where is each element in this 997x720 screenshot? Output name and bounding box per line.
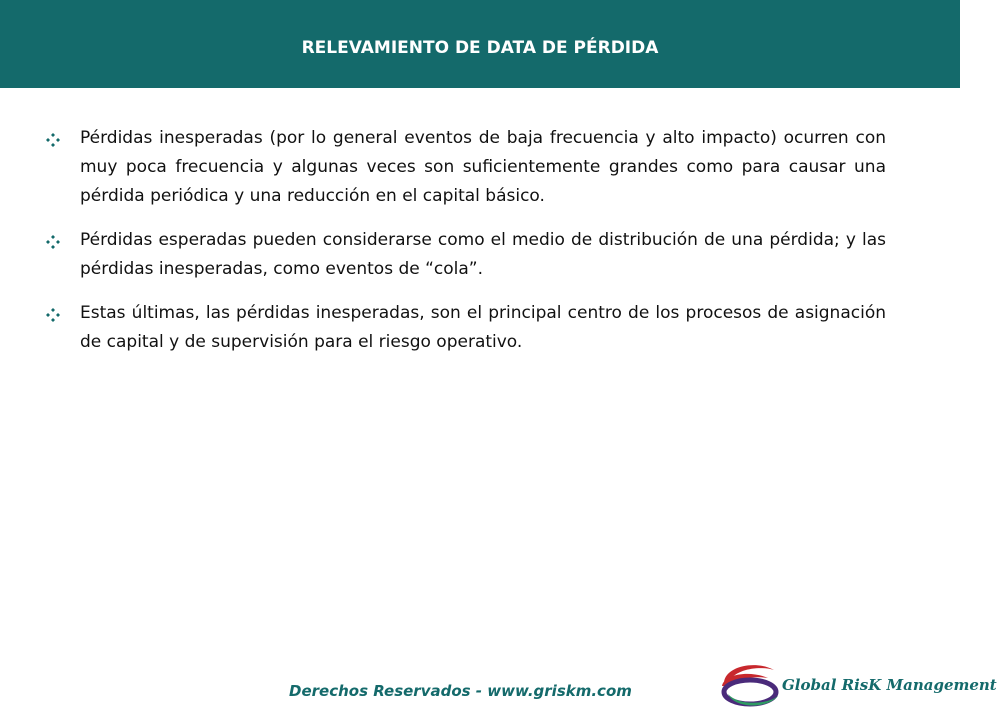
list-item	[46, 226, 886, 284]
company-logo	[712, 654, 997, 716]
bullet-list	[46, 124, 886, 357]
footer-copyright: Derechos Reservados - www.griskm.com	[289, 682, 632, 700]
bullet-text: Estas últimas, las pérdidas inesperadas, son el principal centro de los procesos de asignación de capital y de supervisión para el riesgo operativo.	[80, 303, 886, 352]
page-title: RELEVAMIENTO DE DATA DE PÉRDIDA	[301, 38, 659, 58]
diamond-bullet-icon	[46, 235, 60, 249]
bullet-text: Pérdidas inesperadas (por lo general eventos de baja frecuencia y alto impacto) ocurren con muy poca frecuencia y algunas veces son suficientemente grandes como para causar una pérdida periódica y una reducción en el capital básico.	[80, 128, 886, 206]
diamond-bullet-icon	[46, 133, 60, 147]
logo-text: Global RisK Management	[782, 676, 997, 694]
list-item	[46, 299, 886, 357]
swirl-logo-icon	[716, 656, 786, 712]
diamond-bullet-icon	[46, 308, 60, 322]
bullet-text: Pérdidas esperadas pueden considerarse como el medio de distribución de una pérdida; y las pérdidas inesperadas, como eventos de “cola”.	[80, 230, 886, 279]
list-item	[46, 124, 886, 211]
